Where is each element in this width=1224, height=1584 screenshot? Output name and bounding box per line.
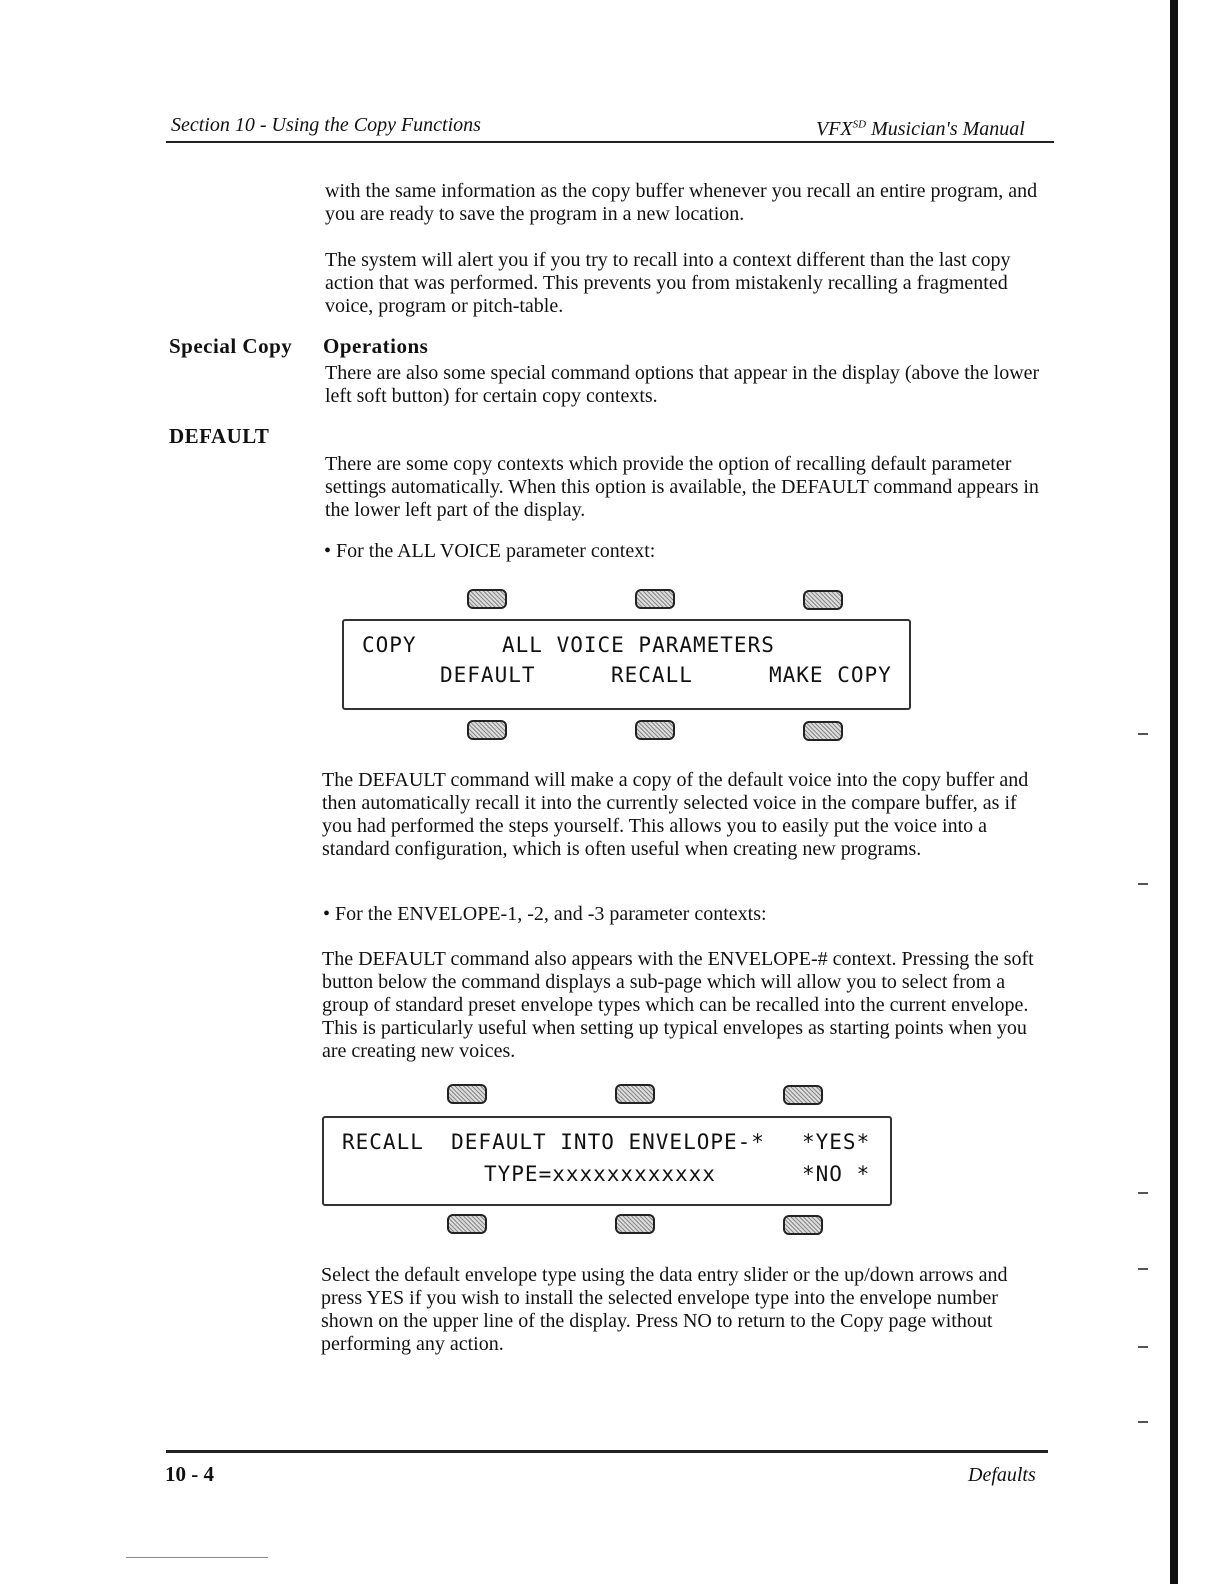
lcd1-default: DEFAULT [440, 663, 536, 687]
lcd-display-envelope [322, 1116, 892, 1206]
soft-button-2-top-left[interactable] [447, 1084, 487, 1104]
margin-tick [1138, 733, 1148, 735]
side-heading-special-copy: Special Copy [169, 334, 293, 358]
margin-tick [1138, 1346, 1148, 1348]
soft-button-bottom-left[interactable] [467, 720, 507, 740]
bullet-all-voice: • For the ALL VOICE parameter context: [324, 540, 656, 562]
side-heading-default: DEFAULT [169, 424, 270, 448]
margin-tick [1138, 1268, 1148, 1270]
margin-tick [1138, 883, 1148, 885]
manual-title-sup: SD [852, 118, 867, 131]
manual-title-suffix: Musician's Manual [866, 118, 1025, 140]
margin-tick [1138, 1192, 1148, 1194]
soft-button-2-bottom-right[interactable] [783, 1215, 823, 1235]
lcd1-make-copy: MAKE COPY [769, 663, 892, 687]
paragraph-6: The DEFAULT command also appears with the ENVELOPE-# context. Pressing the soft button below the command displays a sub-page which will allow you to select from a group of standard preset envelope types which can be recalled into the current envelope. This is particularly useful when setting up typical envelopes as starting points when you are creating new voices. [322, 948, 1034, 1062]
soft-button-2-bottom-left[interactable] [447, 1214, 487, 1234]
paragraph-1: with the same information as the copy buffer whenever you recall an entire program, and you are ready to save the program in a new location. [325, 180, 1038, 225]
paragraph-2: The system will alert you if you try to recall into a context different than the last copy action that was performed. This prevents you from mistakenly recalling a fragmented voice, program or pitch-table. [325, 249, 1011, 317]
soft-button-top-right[interactable] [803, 590, 843, 610]
lcd1-recall: RECALL [611, 663, 693, 687]
soft-button-bottom-right[interactable] [803, 721, 843, 741]
lcd-display-all-voice [342, 619, 911, 710]
lcd1-line1-right: ALL VOICE PARAMETERS [502, 633, 775, 657]
scan-artifact-line [126, 1557, 268, 1558]
paragraph-5: The DEFAULT command will make a copy of the default voice into the copy buffer and then automatically recall it into the currently selected voice in the compare buffer, as if you had performed the steps yourself. This allows you to easily put the voice into a standard configuration, which is often useful when creating new programs. [322, 769, 1029, 860]
footer-rule [166, 1450, 1048, 1453]
lcd2-line1-left: RECALL DEFAULT INTO ENVELOPE-* [342, 1130, 765, 1154]
page-edge-bar [1170, 0, 1178, 1584]
soft-button-top-mid[interactable] [635, 589, 675, 609]
lcd2-type: TYPE=xxxxxxxxxxxx [484, 1162, 716, 1186]
manual-title-prefix: VFX [816, 118, 853, 140]
soft-button-bottom-mid[interactable] [635, 720, 675, 740]
heading-operations: Operations [323, 334, 429, 358]
manual-title [816, 118, 1025, 141]
soft-button-2-top-mid[interactable] [615, 1084, 655, 1104]
chapter-name: Defaults [968, 1464, 1036, 1486]
soft-button-2-bottom-mid[interactable] [615, 1214, 655, 1234]
lcd2-no: *NO * [802, 1162, 871, 1186]
soft-button-top-left[interactable] [467, 589, 507, 609]
paragraph-7: Select the default envelope type using the data entry slider or the up/down arrows and press YES if you wish to install the selected envelope type into the envelope number shown on the upper line of the display. Press NO to return to the Copy page without performing any action. [321, 1264, 1008, 1355]
margin-tick [1138, 1421, 1148, 1423]
header-rule [166, 141, 1054, 143]
page-number: 10 - 4 [165, 1462, 214, 1486]
paragraph-4: There are some copy contexts which provide the option of recalling default parameter settings automatically. When this option is available, the DEFAULT command appears in the lower left part of the display. [325, 453, 1039, 521]
section-title: Section 10 - Using the Copy Functions [171, 114, 481, 136]
lcd1-line1-left: COPY [362, 633, 417, 657]
lcd2-yes: *YES* [802, 1130, 871, 1154]
bullet-envelope: • For the ENVELOPE-1, -2, and -3 parameter contexts: [323, 903, 767, 925]
soft-button-2-top-right[interactable] [783, 1085, 823, 1105]
paragraph-3: There are also some special command options that appear in the display (above the lower left soft button) for certain copy contexts. [325, 362, 1040, 407]
